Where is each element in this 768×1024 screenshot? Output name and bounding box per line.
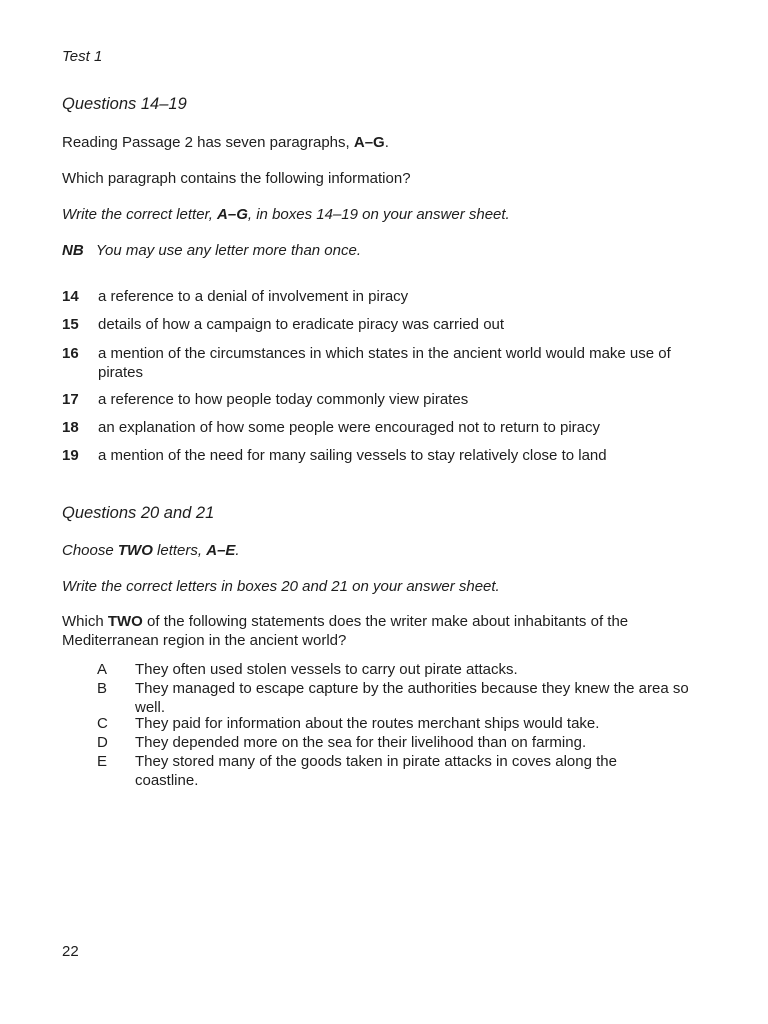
page-number: 22 — [62, 943, 79, 960]
section2-instruction: Write the correct letters in boxes 20 and 21 on your answer sheet. — [62, 578, 500, 595]
nb-text: You may use any letter more than once. — [95, 242, 361, 259]
question-number: 18 — [62, 419, 79, 436]
section-heading-20-21: Questions 20 and 21 — [62, 504, 215, 522]
question-number: 14 — [62, 288, 79, 305]
section1-instruction — [62, 205, 510, 224]
nb-note — [62, 241, 361, 260]
nb-label: NB — [62, 242, 84, 259]
question-number: 16 — [62, 345, 79, 362]
question-text: a reference to a denial of involvement in piracy — [98, 288, 409, 305]
question-text: details of how a campaign to eradicate piracy was carried out — [98, 316, 505, 333]
q-two: TWO — [107, 613, 143, 630]
option-letter: D — [97, 734, 108, 751]
instr-suffix: , in boxes 14–19 on your answer sheet. — [247, 206, 510, 223]
question-number: 19 — [62, 447, 79, 464]
choose-mid: letters, — [152, 542, 207, 559]
choose-two: TWO — [117, 542, 153, 559]
option-letter: B — [97, 680, 108, 697]
intro-prefix: Reading Passage 2 has seven paragraphs, — [62, 134, 354, 151]
intro-suffix: . — [384, 134, 389, 151]
question-text: a mention of the need for many sailing vessels to stay relatively close to land — [98, 447, 607, 464]
option-text: They often used stolen vessels to carry out pirate attacks. — [135, 661, 518, 678]
option-letter: E — [97, 753, 108, 770]
option-text: They depended more on the sea for their livelihood than on farming. — [135, 734, 587, 751]
section2-question — [62, 612, 687, 650]
question-text: an explanation of how some people were encouraged not to return to piracy — [98, 419, 600, 436]
choose-suffix: . — [235, 542, 240, 559]
question-text: a reference to how people today commonly view pirates — [98, 391, 469, 408]
option-letter: A — [97, 661, 108, 678]
section1-intro — [62, 133, 389, 152]
instr-range: A–G — [217, 206, 248, 223]
instr-prefix: Write the correct letter, — [62, 206, 218, 223]
choose-range: A–E — [206, 542, 236, 559]
q-suffix: of the following statements does the writer make about inhabitants of the Mediterranean region in the ancient world? — [62, 613, 629, 649]
intro-range: A–G — [353, 134, 385, 151]
option-text: They managed to escape capture by the authorities because they knew the area so well. — [135, 680, 689, 716]
section1-question: Which paragraph contains the following information? — [62, 170, 411, 187]
running-title: Test 1 — [62, 48, 103, 65]
section-heading-14-19: Questions 14–19 — [62, 95, 187, 113]
option-text: They paid for information about the routes merchant ships would take. — [135, 715, 600, 732]
section2-choose — [62, 541, 240, 560]
question-number: 15 — [62, 316, 79, 333]
q-prefix: Which — [62, 613, 108, 630]
choose-prefix: Choose — [62, 542, 118, 559]
option-text: They stored many of the goods taken in pirate attacks in coves along the coastline. — [135, 753, 617, 789]
question-text: a mention of the circumstances in which states in the ancient world would make use of pirates — [98, 345, 671, 381]
option-letter: C — [97, 715, 108, 732]
question-number: 17 — [62, 391, 79, 408]
